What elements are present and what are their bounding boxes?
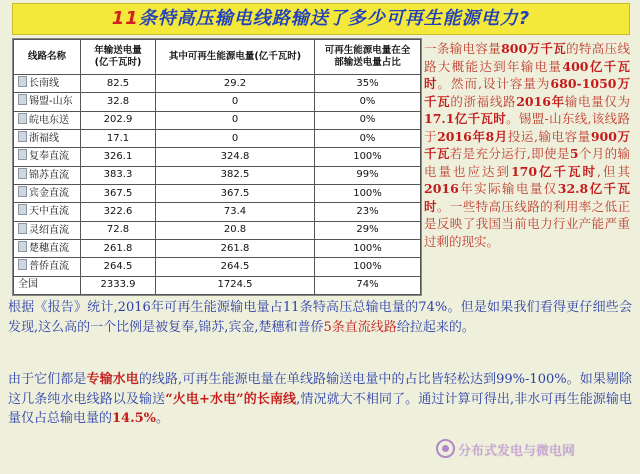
transmission-table: [12, 38, 422, 296]
paragraph-highlight: 14.5%: [112, 411, 157, 426]
header-renewable-output: 其中可再生能源电量(亿千瓦时): [156, 40, 315, 75]
table-cell-line-name: [14, 221, 81, 239]
side-note-text: ,但其: [597, 163, 630, 179]
page-title: [12, 3, 630, 35]
table-cell-line-name: [14, 258, 81, 276]
table-cell-line-name: [14, 239, 81, 257]
table-cell-line-name: [14, 184, 81, 202]
wechat-logo-icon: [436, 439, 455, 458]
watermark: [436, 439, 632, 465]
table-cell-value: 20.8: [156, 221, 315, 239]
table-cell-line-name: [14, 203, 81, 221]
paragraph-analysis: [8, 370, 632, 429]
side-note-text: 年实际输电量仅: [458, 181, 558, 196]
table-cell-value: 0%: [315, 111, 421, 129]
table-row: [14, 166, 421, 184]
table-cell-value: 74%: [315, 276, 421, 294]
line-name-label: 浙福线: [29, 133, 59, 145]
table-row: [14, 75, 421, 93]
table-cell-line-name: [14, 276, 81, 294]
line-name-label: 灵绍直流: [29, 224, 69, 236]
side-note-text: 。一些特高压线路的利用率之低正是反映了我国当前电力行业产能严重过剩的现实。: [424, 198, 630, 249]
line-name-label: 长南线: [29, 78, 59, 90]
side-note-highlight: 2016: [424, 181, 459, 196]
table-cell-value: 0%: [315, 129, 421, 147]
table-cell-value: 100%: [315, 148, 421, 166]
line-name-label: 普侨直流: [29, 261, 69, 273]
side-note-text: 个月的输电量也应达到: [424, 146, 630, 179]
table-cell-line-name: [14, 111, 81, 129]
side-note-text: 投运,输电容量: [507, 128, 591, 144]
table-row: [14, 148, 421, 166]
paragraph-statistics: [8, 298, 632, 337]
table-cell-value: 264.5: [156, 258, 315, 276]
table-cell-value: 261.8: [156, 239, 315, 257]
side-note: [424, 40, 630, 292]
table-cell-value: 383.3: [81, 166, 156, 184]
table-row: [14, 258, 421, 276]
table-cell-line-name: [14, 129, 81, 147]
line-name-label: 复奉直流: [29, 151, 69, 163]
table-cell-value: 23%: [315, 203, 421, 221]
side-note-highlight: 170亿千瓦时: [510, 163, 598, 179]
table-cell-value: 82.5: [81, 75, 156, 93]
map-thumbnail-icon: [18, 149, 27, 160]
line-name-label: 全国: [18, 279, 38, 291]
table-cell-line-name: [14, 148, 81, 166]
side-note-text: 的浙福线路: [450, 93, 517, 109]
table-cell-value: 100%: [315, 239, 421, 257]
paragraph-text: 由于它们都是: [8, 372, 87, 387]
side-note-highlight: 400亿千瓦时: [424, 58, 630, 91]
table-cell-value: 0: [156, 111, 315, 129]
side-note-highlight: 2016年8月: [437, 128, 508, 144]
table-cell-value: 0: [156, 93, 315, 111]
table-cell-value: 326.1: [81, 148, 156, 166]
paragraph-highlight: 专输水电: [86, 372, 139, 387]
map-thumbnail-icon: [18, 259, 27, 270]
table-cell-value: 2333.9: [81, 276, 156, 294]
table-cell-value: 367.5: [156, 184, 315, 202]
paragraph-text: 根据《报告》统计,2016年可再生能源输电量占11条特高压总输电量的74%。但是如果我们看得更仔细些会发现,这么高的一个比例是被复奉,锦苏,宾金,楚穗和普侨: [8, 300, 632, 335]
table-cell-value: 32.8: [81, 93, 156, 111]
table-cell-value: 100%: [315, 258, 421, 276]
side-note-highlight: 680-1050万千瓦: [424, 76, 630, 109]
table-row: [14, 221, 421, 239]
table-cell-line-name: [14, 93, 81, 111]
side-note-highlight: 17.1亿千瓦时: [424, 111, 507, 126]
side-note-highlight: 900万千瓦: [424, 128, 630, 161]
table-cell-value: 324.8: [156, 148, 315, 166]
table-cell-line-name: [14, 75, 81, 93]
map-thumbnail-icon: [18, 76, 27, 87]
table-cell-value: 0: [156, 129, 315, 147]
map-thumbnail-icon: [18, 94, 27, 105]
table-cell-value: 35%: [315, 75, 421, 93]
paragraph-highlight: 5条直流线路: [323, 319, 397, 335]
paragraph-text: 。: [156, 411, 170, 426]
title-number: 11: [111, 8, 139, 29]
table-cell-value: 261.8: [81, 239, 156, 257]
title-text: 条特高压输电线路输送了多少可再生能源电力?: [138, 8, 531, 29]
table-cell-value: 72.8: [81, 221, 156, 239]
header-line-name: 线路名称: [14, 40, 81, 75]
table-row: [14, 184, 421, 202]
table-cell-value: 1724.5: [156, 276, 315, 294]
table-cell-value: 29%: [315, 221, 421, 239]
map-thumbnail-icon: [18, 186, 27, 197]
paragraph-text: 的线路,可再生能源电量在单线路输送电量中的占比皆轻松达到99%-100%。如果剔除这几条纯水电线路以及输送: [8, 372, 632, 407]
paragraph-text: ,情况就大不相同了。通过计算可得出,非水可再生能源输电量仅占总输电量的: [8, 391, 632, 426]
table-cell-value: 0%: [315, 93, 421, 111]
table-row: [14, 93, 421, 111]
watermark-text: 分布式发电与微电网: [458, 444, 576, 459]
side-note-highlight: 800万千瓦: [501, 41, 567, 56]
table-cell-value: 264.5: [81, 258, 156, 276]
table-cell-value: 73.4: [156, 203, 315, 221]
side-note-text: 若是充分运行,即使是: [449, 146, 570, 161]
table-row: [14, 239, 421, 257]
side-note-highlight: 32.8亿千瓦时: [424, 181, 630, 214]
table-row: [14, 203, 421, 221]
header-renewable-share: 可再生能源电量在全 部输送电量占比: [315, 40, 421, 75]
table-cell-value: 99%: [315, 166, 421, 184]
map-thumbnail-icon: [18, 113, 27, 124]
map-thumbnail-icon: [18, 223, 27, 234]
table-row: [14, 111, 421, 129]
table-cell-value: 322.6: [81, 203, 156, 221]
side-note-highlight: 2016年: [516, 93, 565, 109]
map-thumbnail-icon: [18, 168, 27, 179]
side-note-highlight: 5: [569, 146, 579, 161]
line-name-label: 锡盟-山东: [29, 96, 73, 108]
table-row: [14, 276, 421, 294]
table-cell-value: 100%: [315, 184, 421, 202]
side-note-text: 输电量仅为: [564, 93, 630, 109]
side-note-text: 的特高压线路大概能达到年输电量: [424, 41, 630, 74]
table-row: [14, 129, 421, 147]
line-name-label: 皖电东送: [29, 114, 69, 126]
header-annual-output: 年输送电量 (亿千瓦时): [81, 40, 156, 75]
map-thumbnail-icon: [18, 131, 27, 142]
line-name-label: 宾金直流: [29, 188, 69, 200]
side-note-text: 一条输电容量: [424, 41, 502, 56]
paragraph-highlight: “火电+水电”的长南线: [165, 391, 297, 407]
side-note-text: 。锡盟-山东线,该线路于: [424, 111, 630, 144]
line-name-label: 楚穗直流: [29, 243, 69, 255]
side-note-text: 。然而,设计容量为: [437, 76, 551, 91]
table-cell-value: 202.9: [81, 111, 156, 129]
table-cell-value: 382.5: [156, 166, 315, 184]
map-thumbnail-icon: [18, 204, 27, 215]
paragraph-text: 给拉起来的。: [396, 319, 475, 335]
table-header-row: [14, 40, 421, 75]
line-name-label: 天中直流: [29, 206, 69, 218]
table-cell-value: 367.5: [81, 184, 156, 202]
line-name-label: 锦苏直流: [29, 169, 69, 181]
table-cell-line-name: [14, 166, 81, 184]
table-cell-value: 17.1: [81, 129, 156, 147]
table-cell-value: 29.2: [156, 75, 315, 93]
map-thumbnail-icon: [18, 241, 27, 252]
